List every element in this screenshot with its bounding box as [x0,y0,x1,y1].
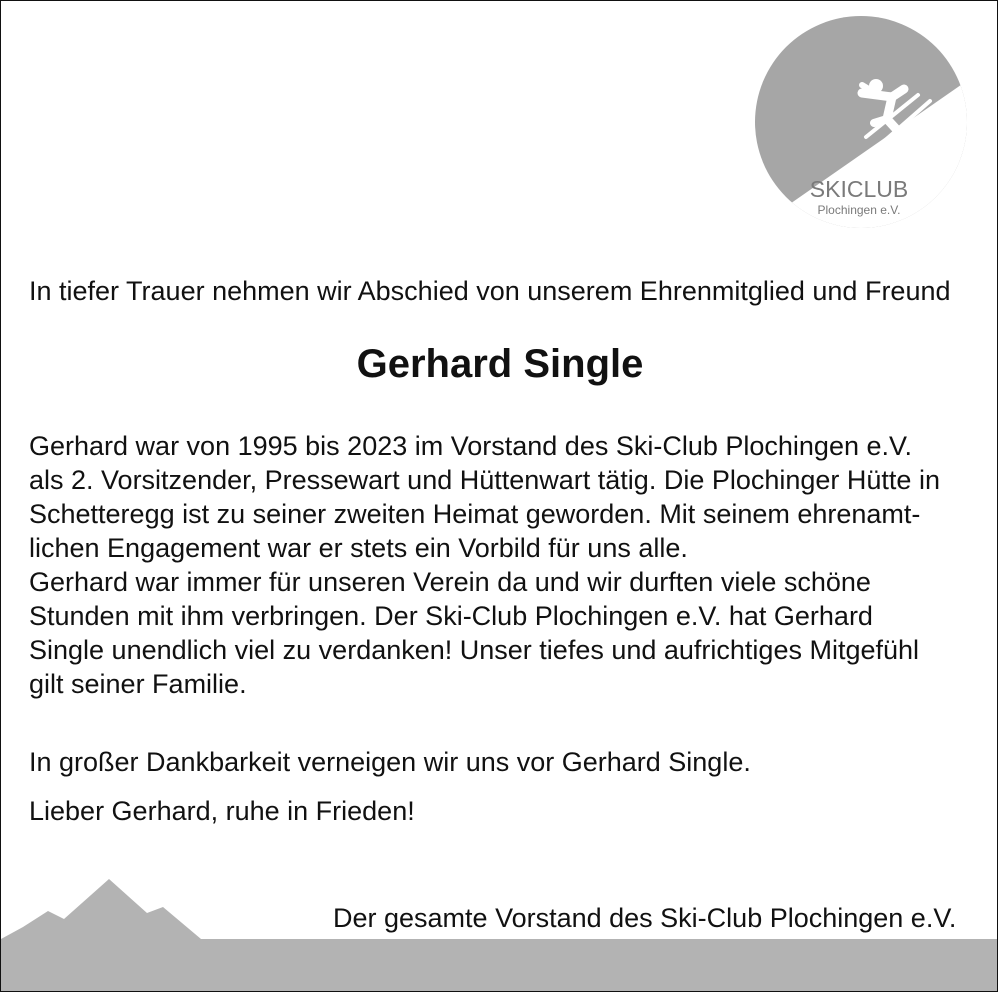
logo-text-plochingen: Plochingen e.V. [817,203,901,217]
signature-line: Der gesamte Vorstand des Ski-Club Plochingen e.V. [333,903,957,933]
tribute-line: als 2. Vorsitzender, Pressewart und Hüttenwart tätig. Die Plochinger Hütte in [29,465,940,495]
deceased-name: Gerhard Single [356,342,644,386]
tribute-paragraph [29,429,979,701]
skiclub-logo [754,15,968,229]
logo-text-skiclub: SKICLUB [809,176,909,202]
tribute-line: Gerhard war von 1995 bis 2023 im Vorstand des Ski-Club Plochingen e.V. [29,431,913,461]
farewell-line: Lieber Gerhard, ruhe in Frieden! [29,796,415,826]
tribute-line: lichen Engagement war er stets ein Vorbild für uns alle. [29,533,688,563]
gratitude-line: In großer Dankbarkeit verneigen wir uns vor Gerhard Single. [29,747,751,777]
tribute-line: Stunden mit ihm verbringen. Der Ski-Club Plochingen e.V. hat Gerhard [29,601,873,631]
tribute-line: Single unendlich viel zu verdanken! Unser tiefes und aufrichtiges Mitgefühl [29,635,920,665]
tribute-line: gilt seiner Familie. [29,669,247,699]
tribute-line: Schetteregg ist zu seiner zweiten Heimat geworden. Mit seinem ehrenamt- [29,499,921,529]
intro-line: In tiefer Trauer nehmen wir Abschied von unserem Ehrenmitglied und Freund [29,276,951,306]
tribute-line: Gerhard war immer für unseren Verein da und wir durften viele schöne [29,567,871,597]
